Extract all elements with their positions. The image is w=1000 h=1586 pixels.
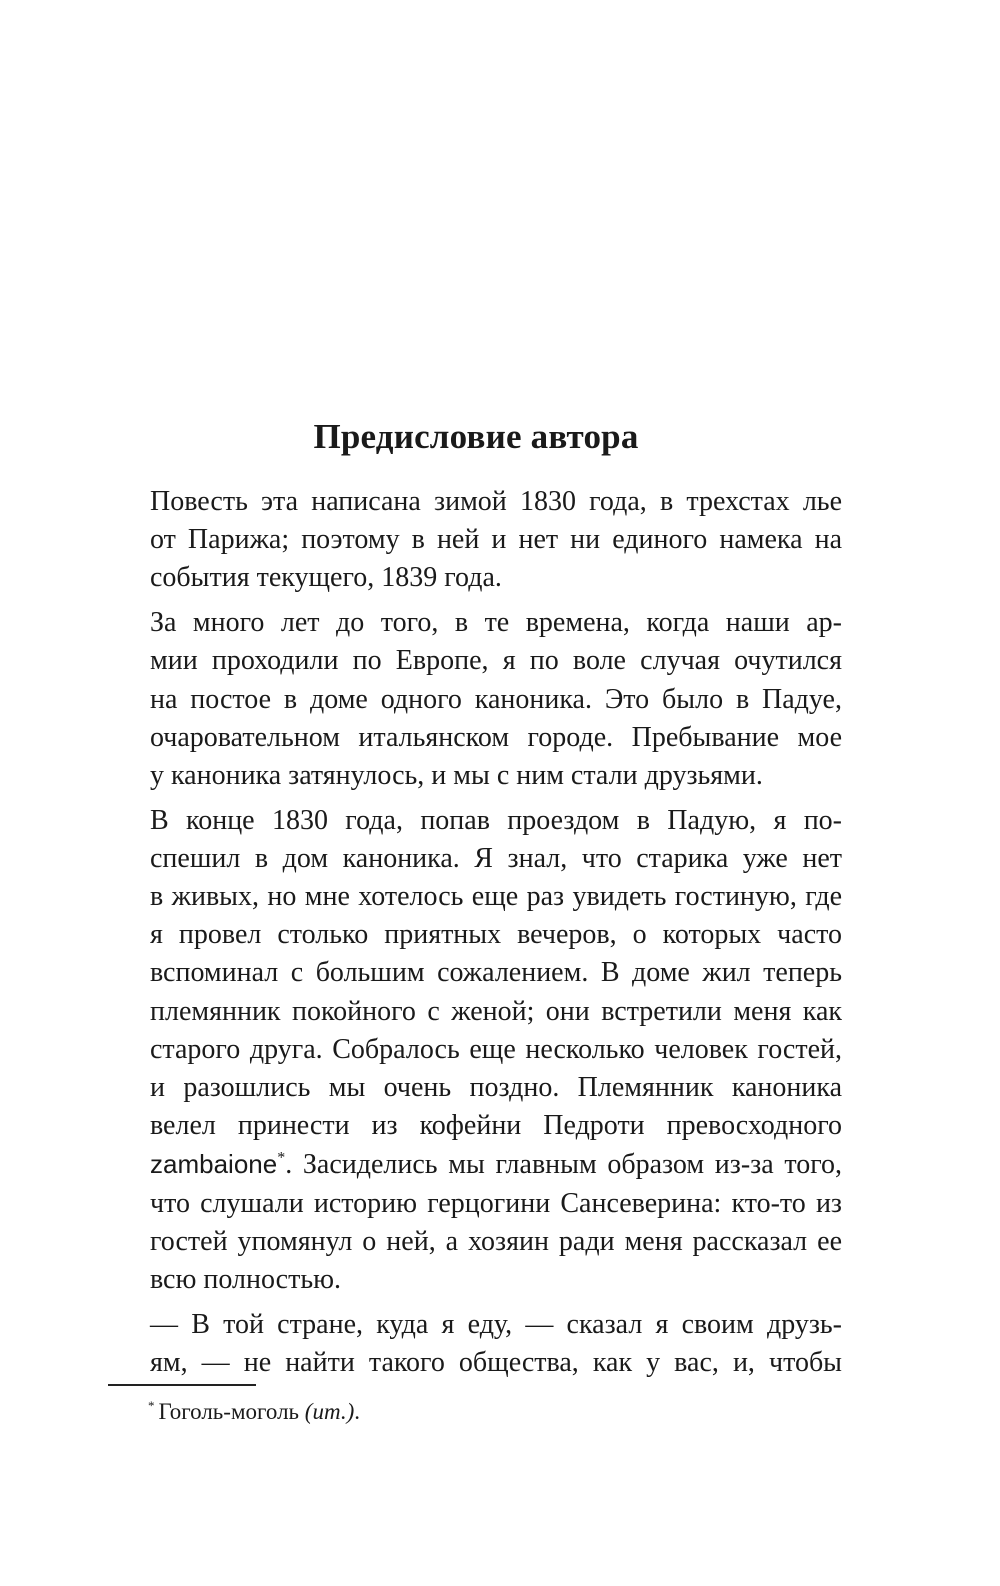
text-line: В конце 1830 года, попав проездом в Падую, я по- bbox=[150, 804, 842, 836]
text-line: я провел столько приятных вечеров, о которых часто bbox=[150, 919, 842, 951]
text-line: вспоминал с большим сожалением. В доме жил теперь bbox=[150, 957, 842, 989]
text-line: ям, — не найти такого общества, как у вас, и, чтобы bbox=[150, 1346, 842, 1378]
footnote bbox=[148, 1396, 360, 1428]
text-line: старого друга. Собралось еще несколько человек гостей, bbox=[150, 1033, 842, 1065]
paragraph-2 bbox=[108, 604, 842, 795]
text-line: — В той стране, куда я еду, — сказал я своим друзь- bbox=[150, 1308, 842, 1340]
text-line: всю полностью. bbox=[150, 1264, 342, 1296]
body-text bbox=[108, 483, 842, 1382]
paragraph-4 bbox=[108, 1306, 842, 1382]
footnote-note: (ит.) bbox=[304, 1399, 355, 1424]
footnote-divider bbox=[108, 1384, 256, 1386]
footnote-mark: * bbox=[148, 1398, 155, 1414]
text-line: на постое в доме одного каноника. Это было в Падуе, bbox=[150, 683, 842, 715]
paragraph-3 bbox=[108, 802, 842, 1300]
text-fragment: . Засиделись мы главным образом из-за того, bbox=[285, 1149, 842, 1181]
footnote-end: . bbox=[354, 1399, 361, 1424]
text-line: от Парижа; поэтому в ней и нет ни единого намека на bbox=[150, 524, 842, 556]
text-line: у каноника затянулось, и мы с ним стали друзьями. bbox=[150, 759, 763, 791]
text-line: что слушали историю герцогини Сансеверина: кто-то из bbox=[150, 1187, 842, 1219]
text-line: мии проходили по Европе, я по воле случая очутился bbox=[150, 645, 842, 677]
text-line: спешил в дом каноника. Я знал, что старика уже нет bbox=[150, 842, 842, 874]
text-line: в живых, но мне хотелось еще раз увидеть гостиную, где bbox=[150, 881, 842, 913]
text-line: очаровательном итальянском городе. Пребывание мое bbox=[150, 721, 842, 753]
text-line: гостей упомянул о ней, а хозяин ради меня рассказал ее bbox=[150, 1225, 842, 1257]
text-line-zambaione bbox=[108, 1145, 842, 1184]
foreign-word: zambaione bbox=[150, 1149, 278, 1180]
text-line: племянник покойного с женой; они встретили меня как bbox=[150, 995, 842, 1027]
chapter-title: Предисловие автора bbox=[313, 417, 639, 456]
text-line: За много лет до того, в те времена, когда наши ар- bbox=[150, 607, 842, 639]
text-line: и разошлись мы очень поздно. Племянник каноника bbox=[150, 1072, 842, 1104]
footnote-text: Гоголь-моголь bbox=[158, 1399, 300, 1424]
text-line: Повесть эта написана зимой 1830 года, в трехстах лье bbox=[150, 486, 842, 517]
paragraph-1 bbox=[108, 483, 842, 598]
text-line: события текущего, 1839 года. bbox=[150, 562, 502, 594]
text-line: велел принести из кофейни Педроти превосходного bbox=[150, 1110, 842, 1142]
footnote-reference: * bbox=[277, 1150, 286, 1168]
